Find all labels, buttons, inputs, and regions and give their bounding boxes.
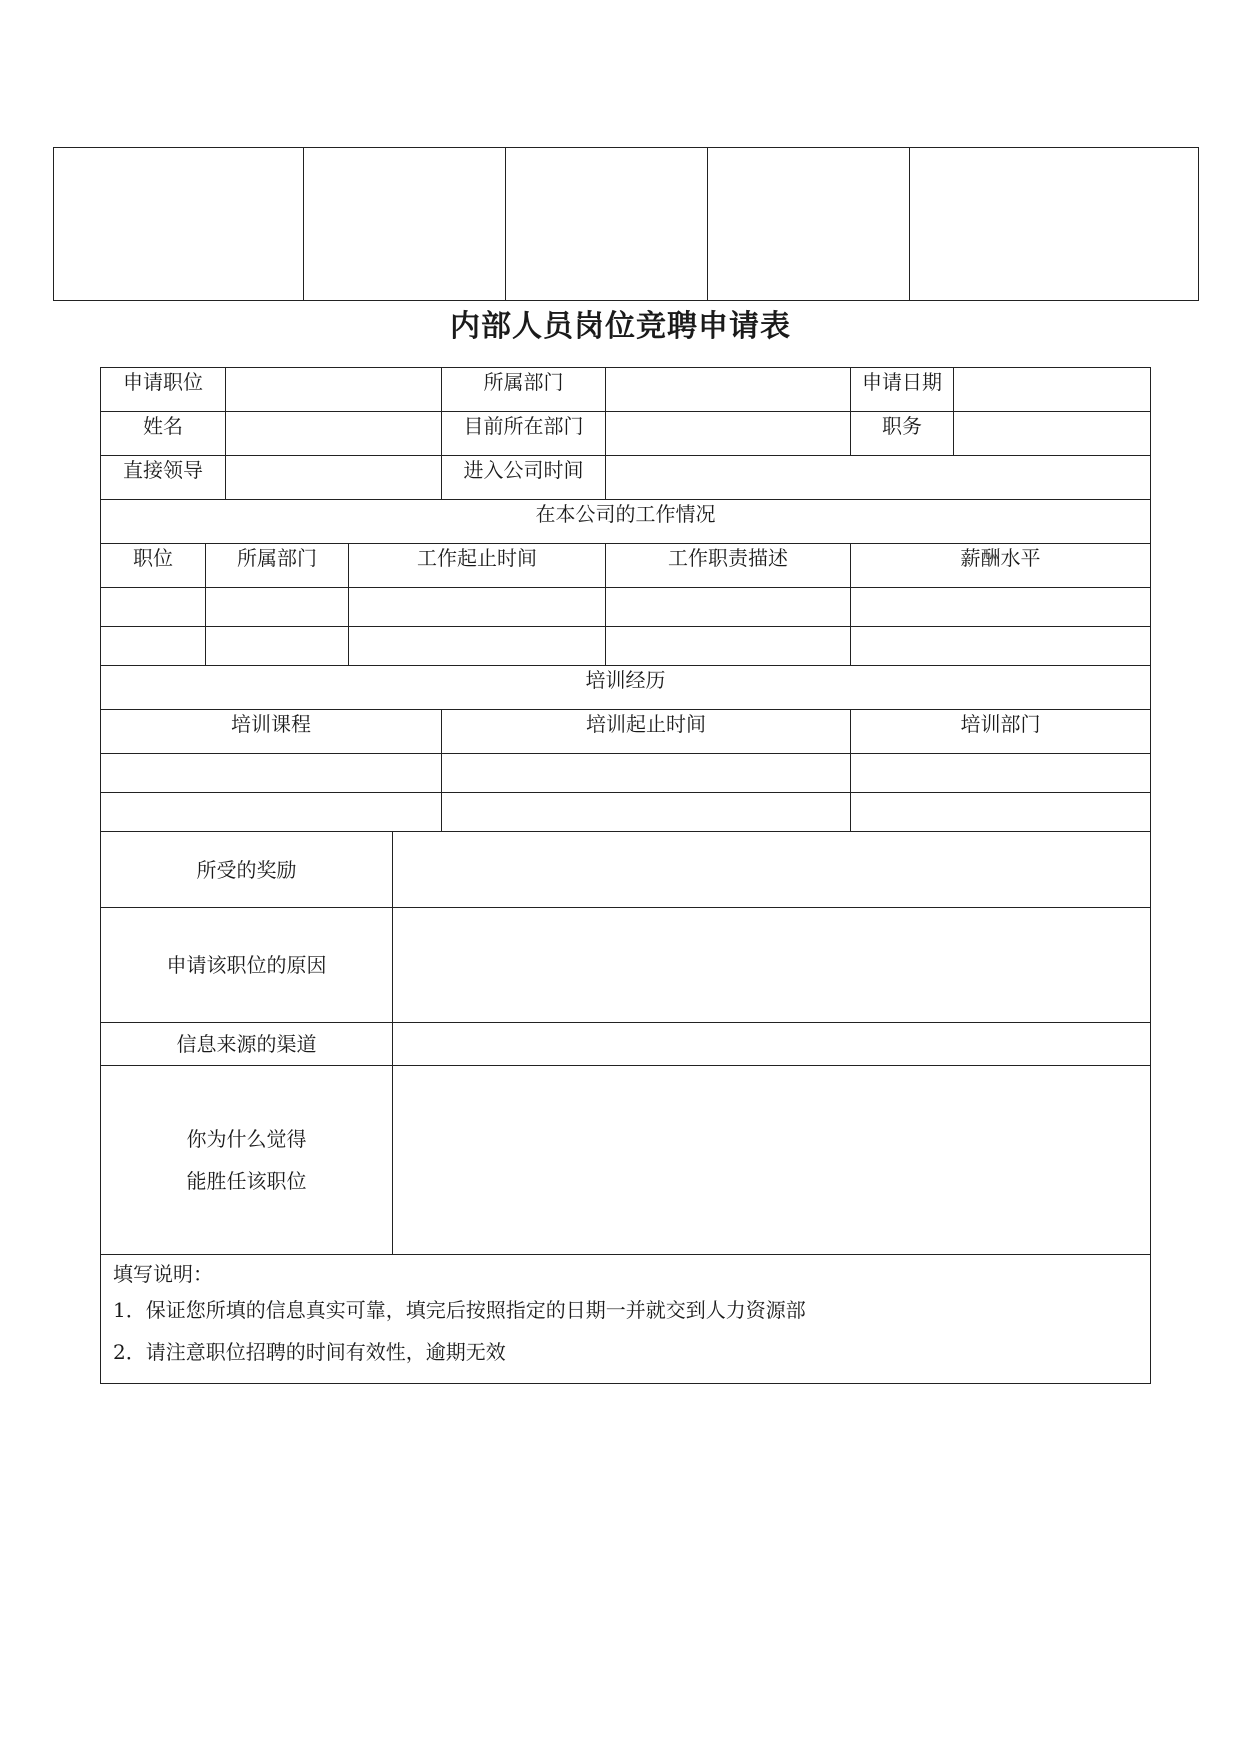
instruction-item-2: 2．请注意职位招聘的时间有效性，逾期无效: [113, 1340, 506, 1364]
header-cell-1: [54, 148, 304, 301]
work-col-salary: 薪酬水平: [851, 544, 1151, 588]
direct-leader-field[interactable]: [226, 456, 442, 500]
work-col-period: 工作起止时间: [349, 544, 606, 588]
work-row-2-period[interactable]: [349, 627, 606, 666]
awards-field[interactable]: [393, 832, 1151, 908]
training-row-1-period[interactable]: [442, 754, 851, 793]
reason-label: 申请该职位的原因: [101, 908, 393, 1023]
work-col-department: 所属部门: [206, 544, 349, 588]
current-department-field[interactable]: [606, 412, 851, 456]
form-title: 内部人员岗位竞聘申请表: [450, 309, 791, 344]
join-date-label: 进入公司时间: [442, 456, 606, 500]
training-row-2-department[interactable]: [851, 793, 1151, 832]
reason-field[interactable]: [393, 908, 1151, 1023]
work-row-1-duties[interactable]: [606, 588, 851, 627]
header-cell-3: [506, 148, 708, 301]
training-section-heading: 培训经历: [101, 666, 1151, 710]
training-col-department: 培训部门: [851, 710, 1151, 754]
qualified-label-line-1: 你为什么觉得: [186, 1127, 307, 1151]
work-row-2-salary[interactable]: [851, 627, 1151, 666]
header-grid: [53, 147, 1199, 301]
instruction-item-1: 1．保证您所填的信息真实可靠，填完后按照指定的日期一并就交到人力资源部: [113, 1298, 806, 1322]
qualified-label: [101, 1066, 393, 1255]
qualified-label-line-2: 能胜任该职位: [186, 1169, 307, 1193]
header-cell-4: [708, 148, 910, 301]
header-cell-2: [304, 148, 506, 301]
apply-position-label: 申请职位: [101, 368, 226, 412]
work-row-2-department[interactable]: [206, 627, 349, 666]
join-date-field[interactable]: [606, 456, 1151, 500]
apply-date-field[interactable]: [954, 368, 1151, 412]
job-title-field[interactable]: [954, 412, 1151, 456]
awards-label: 所受的奖励: [101, 832, 393, 908]
work-section-heading: 在本公司的工作情况: [101, 500, 1151, 544]
name-label: 姓名: [101, 412, 226, 456]
training-row-1-course[interactable]: [101, 754, 442, 793]
training-row-2-period[interactable]: [442, 793, 851, 832]
work-col-duties: 工作职责描述: [606, 544, 851, 588]
department-label: 所属部门: [442, 368, 606, 412]
work-row-1-salary[interactable]: [851, 588, 1151, 627]
name-field[interactable]: [226, 412, 442, 456]
work-col-position: 职位: [101, 544, 206, 588]
apply-date-label: 申请日期: [851, 368, 954, 412]
department-field[interactable]: [606, 368, 851, 412]
job-title-label: 职务: [851, 412, 954, 456]
direct-leader-label: 直接领导: [101, 456, 226, 500]
work-row-2-duties[interactable]: [606, 627, 851, 666]
instructions-heading: 填写说明：: [113, 1262, 213, 1286]
work-row-2-position[interactable]: [101, 627, 206, 666]
work-row-1-department[interactable]: [206, 588, 349, 627]
qualified-field[interactable]: [393, 1066, 1151, 1255]
source-field[interactable]: [393, 1023, 1151, 1066]
training-col-course: 培训课程: [101, 710, 442, 754]
training-row-2-course[interactable]: [101, 793, 442, 832]
apply-position-field[interactable]: [226, 368, 442, 412]
header-cell-5: [910, 148, 1199, 301]
source-label: 信息来源的渠道: [101, 1023, 393, 1066]
training-row-1-department[interactable]: [851, 754, 1151, 793]
application-form: [100, 367, 1151, 1384]
work-row-1-position[interactable]: [101, 588, 206, 627]
current-department-label: 目前所在部门: [442, 412, 606, 456]
work-row-1-period[interactable]: [349, 588, 606, 627]
instructions: [101, 1255, 1151, 1384]
training-col-period: 培训起止时间: [442, 710, 851, 754]
